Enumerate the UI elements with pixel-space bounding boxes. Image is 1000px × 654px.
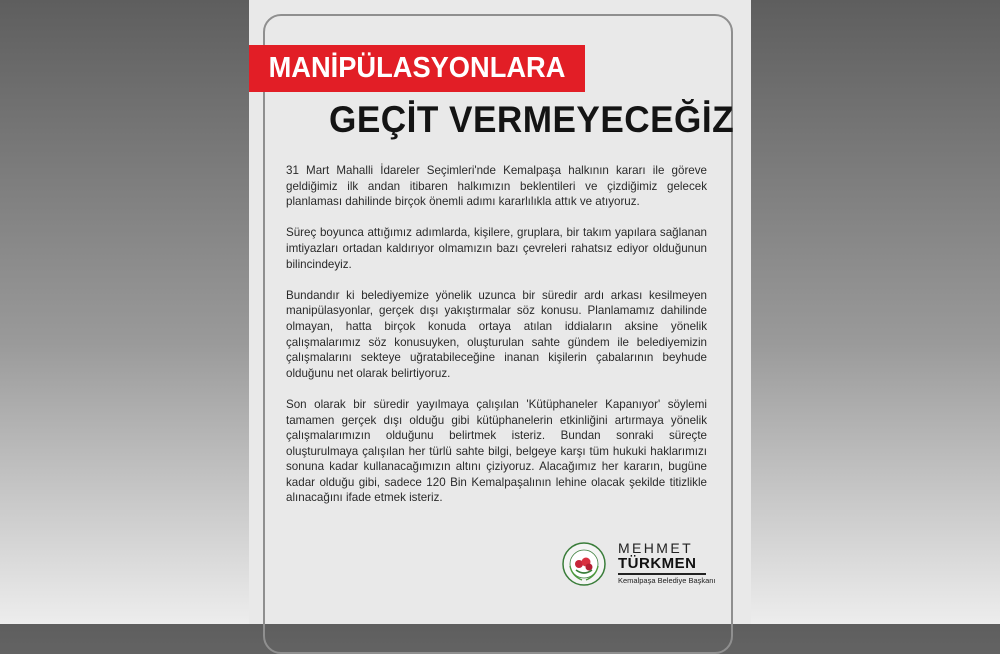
statement-poster (249, 0, 751, 624)
signer-last-name: TÜRKMEN (618, 555, 697, 572)
statement-body (286, 163, 707, 522)
paragraph-4: Son olarak bir süredir yayılmaya çalışılan 'Kütüphaneler Kapanıyor' söylemi tamamen gerçek dışı olduğu gibi kütüphanelerin etkinliğini artırmaya yönelik çalışmalarımızın olduğunu belirtmek isteriz. Bundan sonraki süreçte oluşturulmaya çalışılan her türlü sahte bilgi, belgeye karşı tüm hukuki haklarımızı sonuna kadar kullanacağımızın altını çiziyoruz. Alacağımız her kararın, bugüne kadar olduğu gibi, sadece 120 Bin Kemalpaşalının lehine olacak şekilde titizlikle alınacağını ifade etmek isteriz. (286, 397, 707, 505)
signer-first-name: MEHMET (618, 540, 694, 556)
paragraph-2: Süreç boyunca attığımız adımlarda, kişilere, gruplara, bir takım yapılara sağlanan imtiyazları ortadan kaldırıyor olmamızın bazı çevreleri rahatsız ediyor olduğunun bilincindeyiz. (286, 226, 707, 271)
municipality-seal-icon (562, 542, 606, 586)
page-title: MANİPÜLASYONLARA (268, 52, 566, 84)
signature-divider (618, 573, 706, 575)
paragraph-1: 31 Mart Mahalli İdareler Seçimleri'nde Kemalpaşa halkının kararı ile göreve geldiğimiz ilk andan itibaren halkımızın beklentileri ve çizdiğimiz gelecek planlaması dahilinde birçok önemli adımı kararlılıkla attık ve atıyoruz. (286, 164, 707, 209)
signer-title: Kemalpaşa Belediye Başkanı (618, 576, 716, 585)
paragraph-3: Bundandır ki belediyemize yönelik uzunca bir süredir ardı arkası kesilmeyen manipülasyonlar, gerçek dışı yakıştırmalar söz konusu. Planlamamız dahilinde olmayan, hatta birçok konuda ortaya atılan iddiaların aksine yönelik çalışmalarımız söz konusuyken, oluşturulan sahte gündem ile belediyemizin çalışmalarını sekteye uğratabileceğine inanan kişilerin çabalarının beyhude olduğunu net olarak belirtiyoruz. (286, 288, 707, 380)
signature-block (562, 540, 722, 596)
title-banner (249, 45, 585, 92)
page-subtitle: GEÇİT VERMEYECEĞİZ (329, 99, 735, 140)
